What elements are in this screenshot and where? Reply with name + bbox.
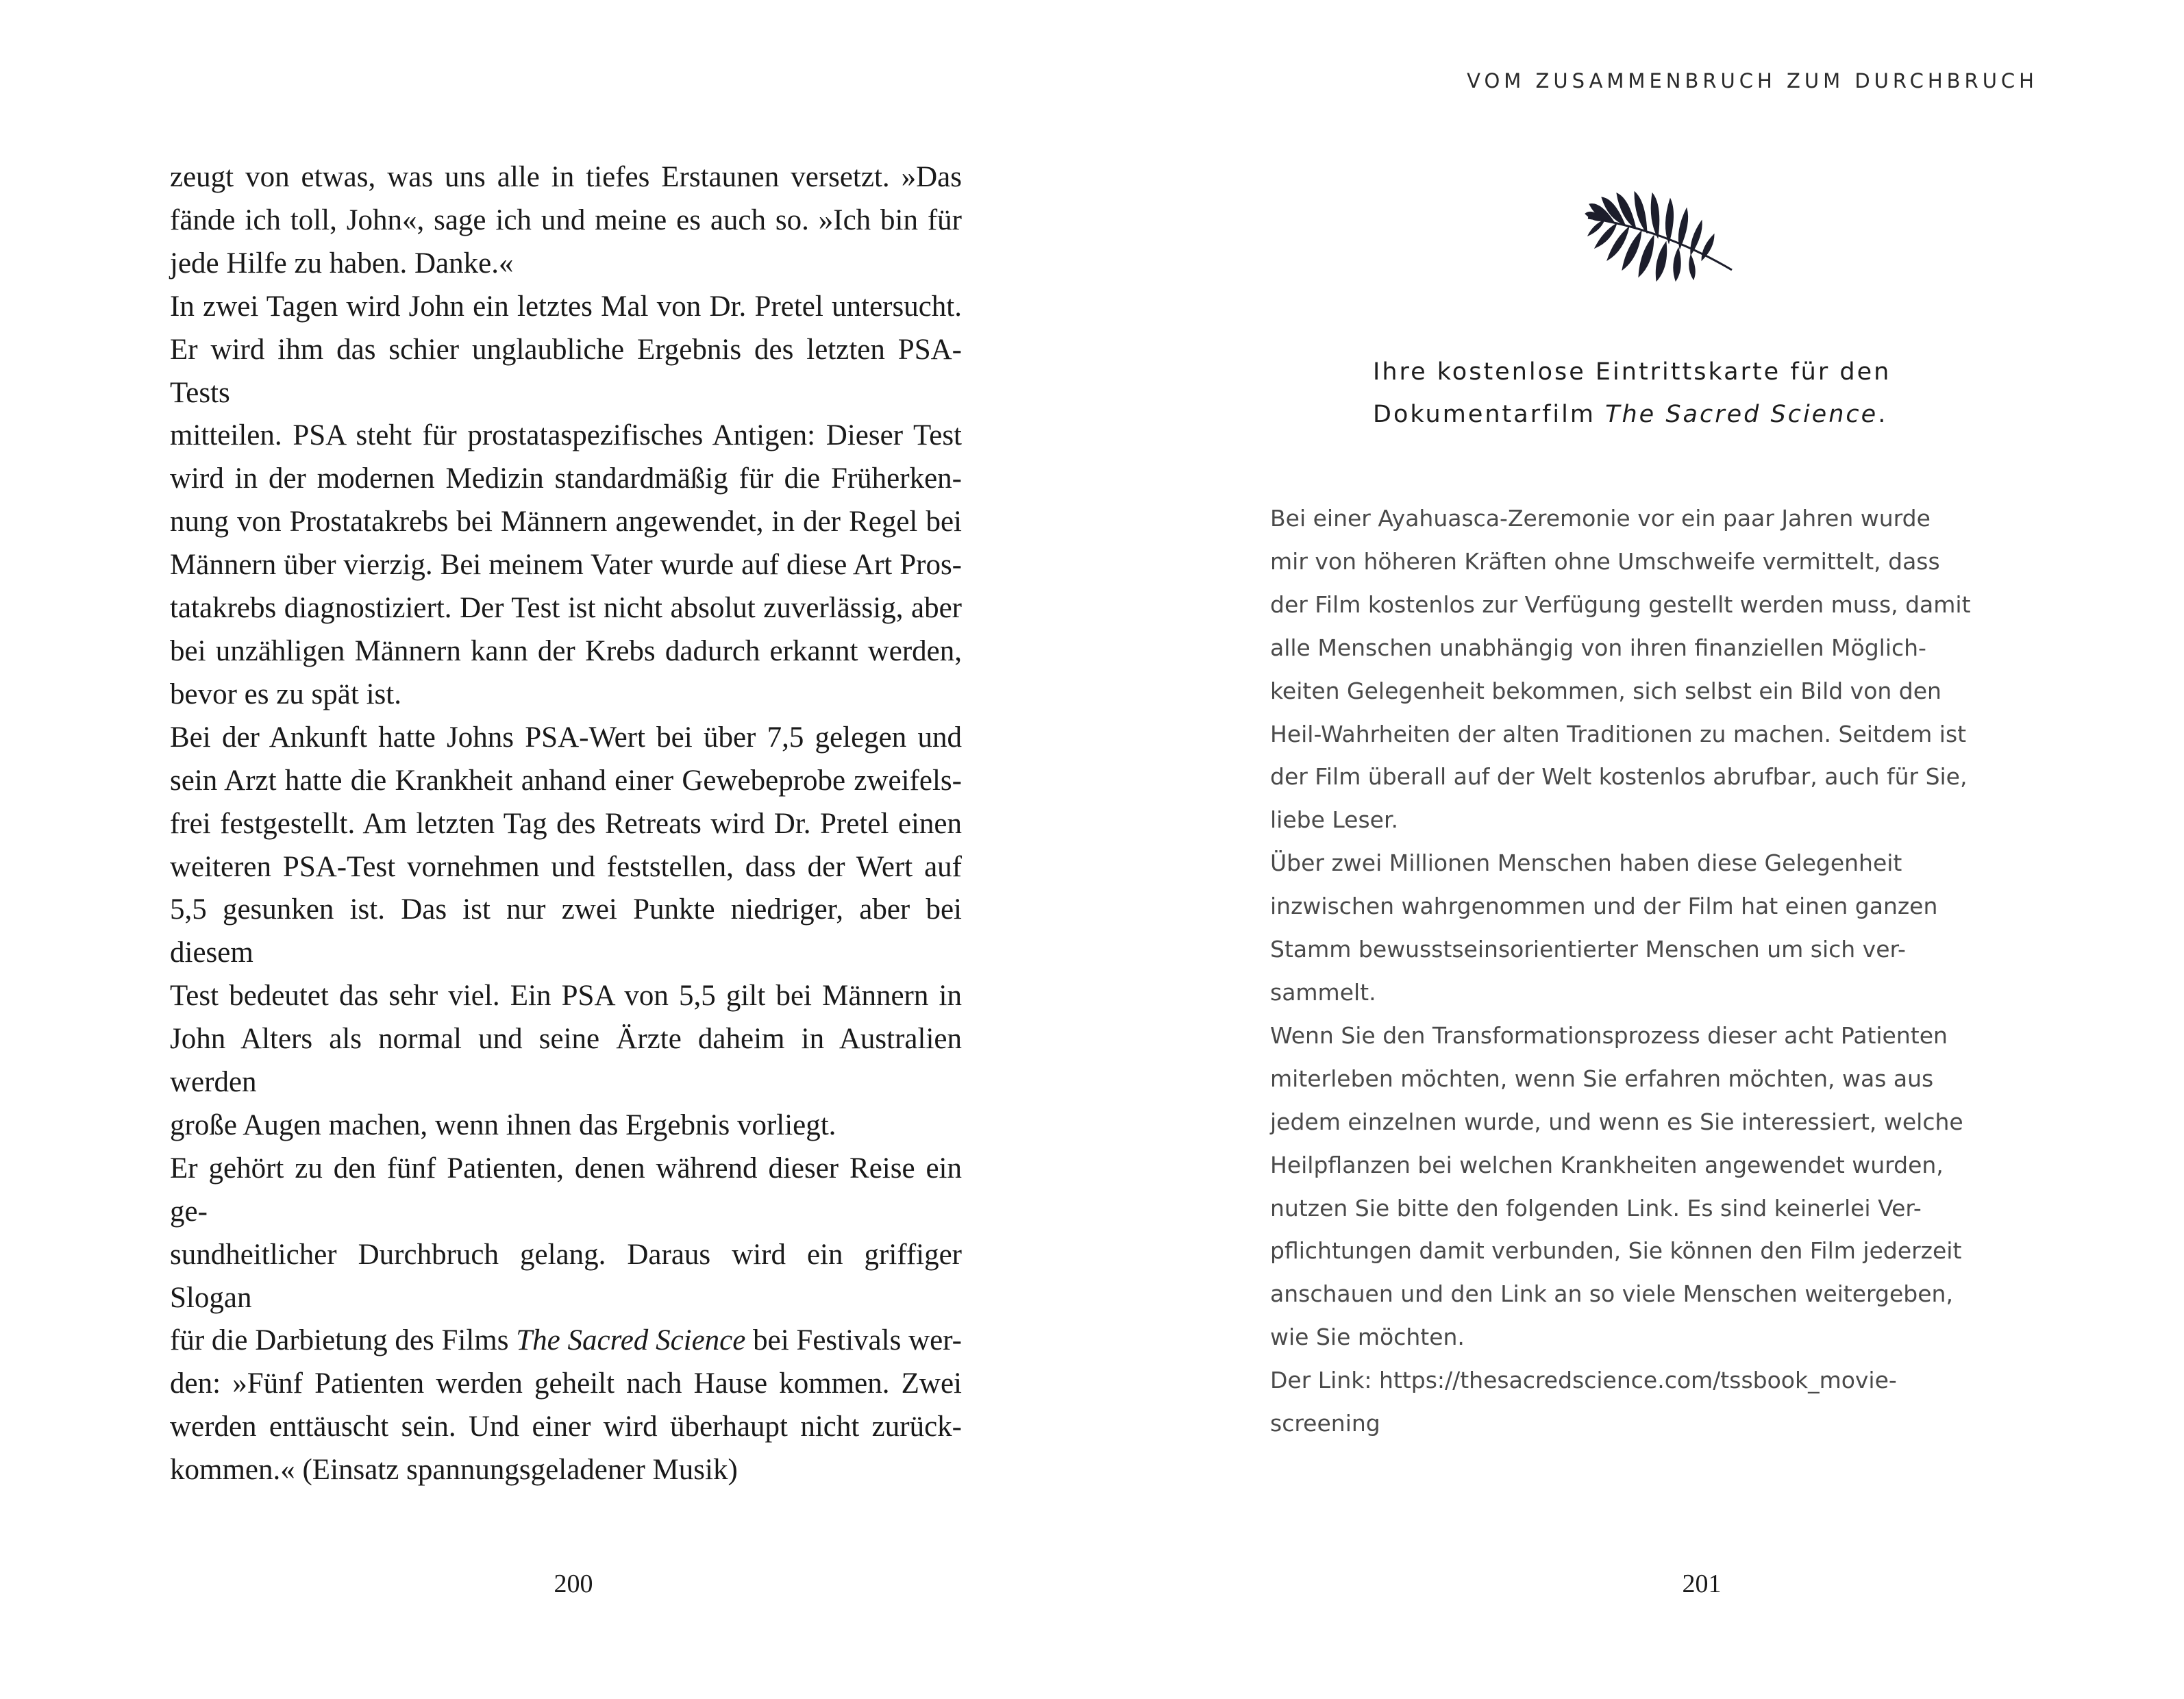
text-line: mitteilen. PSA steht für prostataspezifisches Antigen: Dieser Test — [170, 419, 962, 452]
text-line: tatakrebs diagnostiziert. Der Test ist nicht absolut zuverlässig, aber — [170, 592, 962, 625]
text-line: inzwischen wahrgenommen und der Film hat einen ganzen — [1270, 893, 1938, 920]
text-line: pflichtungen damit verbunden, Sie können den Film jederzeit — [1270, 1237, 1962, 1265]
text-line: wird in der modernen Medizin standardmäßig für die Früherken- — [170, 462, 962, 495]
text-line: In zwei Tagen wird John ein letztes Mal von Dr. Pretel untersucht. — [170, 290, 962, 323]
text-line: mir von höheren Kräften ohne Umschweife vermittelt, dass — [1270, 547, 1940, 575]
text-line: anschauen und den Link an so viele Menschen weitergeben, — [1270, 1280, 1953, 1308]
page-number-right: 201 — [1682, 1570, 1722, 1598]
left-body-text — [170, 156, 962, 1492]
text-line: liebe Leser. — [1270, 806, 1399, 834]
text-line: der Film überall auf der Welt kostenlos abrufbar, auch für Sie, — [1270, 763, 1968, 791]
text-line: Wenn Sie den Transformationsprozess dieser acht Patienten — [1270, 1021, 1948, 1049]
subtitle-film-title: The Sacred Science — [1605, 401, 1878, 428]
text-line: den: »Fünf Patienten werden geheilt nach Hause kommen. Zwei — [170, 1367, 962, 1400]
text-line: frei festgestellt. Am letzten Tag des Retreats wird Dr. Pretel einen — [170, 807, 962, 840]
text-line: sein Arzt hatte die Krankheit anhand einer Gewebeprobe zweifels- — [170, 764, 962, 797]
text-line: bevor es zu spät ist. — [170, 678, 401, 710]
page-number-left: 200 — [554, 1570, 593, 1598]
right-body-text — [1270, 497, 2044, 1446]
text-line: bei unzähligen Männern kann der Krebs dadurch erkannt werden, — [170, 634, 962, 667]
paragraph — [170, 286, 962, 717]
text-line: miterleben möchten, wenn Sie erfahren möchten, was aus — [1270, 1065, 1934, 1092]
text-line: kommen.« (Einsatz spannungsgeladener Musik) — [170, 1454, 738, 1487]
right-page — [1092, 0, 2184, 1699]
paragraph — [170, 717, 962, 1148]
paragraph — [170, 156, 962, 286]
text-line: nutzen Sie bitte den folgenden Link. Es sind keinerlei Ver- — [1270, 1194, 1922, 1221]
text-line: Heil-Wahrheiten der alten Traditionen zu machen. Seitdem ist — [1270, 720, 1967, 747]
text-line: fände ich toll, John«, sage ich und meine es auch so. »Ich bin für — [170, 203, 962, 236]
text-line: Bei der Ankunft hatte Johns PSA-Wert bei über 7,5 gelegen und — [170, 721, 962, 754]
paragraph — [170, 1148, 962, 1492]
text-line: jedem einzelnen wurde, und wenn es Sie interessiert, welche — [1270, 1108, 1963, 1135]
text-line: keiten Gelegenheit bekommen, sich selbst ein Bild von den — [1270, 677, 1941, 704]
subtitle-suffix: . — [1878, 401, 1888, 428]
text-line: weiteren PSA-Test vornehmen und feststellen, dass der Wert auf — [170, 850, 962, 883]
text-line: sammelt. — [1270, 978, 1376, 1006]
text-line: Der Link: https://thesacredscience.com/tssbook_movie- — [1270, 1367, 1897, 1394]
running-header: VOM ZUSAMMENBRUCH ZUM DURCHBRUCH — [1467, 69, 2038, 92]
text-line: werden enttäuscht sein. Und einer wird überhaupt nicht zurück- — [170, 1411, 962, 1443]
text-line: Er wird ihm das schier unglaubliche Ergebnis des letzten PSA-Tests — [170, 333, 962, 409]
subtitle-line-2 — [1373, 393, 1989, 436]
text-line: große Augen machen, wenn ihnen das Ergebnis vorliegt. — [170, 1108, 836, 1141]
text-line: sundheitlicher Durchbruch gelang. Daraus wird ein griffiger Slogan — [170, 1238, 962, 1314]
text-line: Er gehört zu den fünf Patienten, denen während dieser Reise ein ge- — [170, 1152, 962, 1228]
text-line: für die Darbietung des Films The Sacred Science bei Festivals wer- — [170, 1324, 962, 1357]
fern-leaf-icon — [1580, 188, 1737, 284]
text-line: der Film kostenlos zur Verfügung gestellt werden muss, damit — [1270, 591, 1971, 618]
film-title-italic: The Sacred Science — [516, 1324, 746, 1357]
text-line: Über zwei Millionen Menschen haben diese Gelegenheit — [1270, 850, 1902, 877]
subtitle — [1373, 351, 1989, 436]
text-line: Männern über vierzig. Bei meinem Vater wurde auf diese Art Pros- — [170, 549, 962, 582]
text-line: Stamm bewusstseinsorientierter Menschen um sich ver- — [1270, 936, 1906, 963]
text-line: Test bedeutet das sehr viel. Ein PSA von 5,5 gilt bei Männern in — [170, 980, 962, 1013]
text-line: jede Hilfe zu haben. Danke.« — [170, 247, 514, 280]
text-line: alle Menschen unabhängig von ihren finanziellen Möglich- — [1270, 634, 1926, 661]
text-line: 5,5 gesunken ist. Das ist nur zwei Punkte niedriger, aber bei diesem — [170, 893, 962, 969]
text-line: Bei einer Ayahuasca-Zeremonie vor ein paar Jahren wurde — [1270, 505, 1931, 532]
text-line: screening — [1270, 1410, 1380, 1437]
text-line: John Alters als normal und seine Ärzte daheim in Australien werden — [170, 1023, 962, 1099]
text-line: nung von Prostatakrebs bei Männern angewendet, in der Regel bei — [170, 506, 962, 538]
text-line: Heilpflanzen bei welchen Krankheiten angewendet wurden, — [1270, 1151, 1944, 1178]
text-line: zeugt von etwas, was uns alle in tiefes Erstaunen versetzt. »Das — [170, 161, 962, 193]
subtitle-prefix: Dokumentarfilm — [1373, 401, 1606, 428]
text-line: wie Sie möchten. — [1270, 1324, 1465, 1351]
subtitle-line-1: Ihre kostenlose Eintrittskarte für den — [1373, 358, 1891, 386]
